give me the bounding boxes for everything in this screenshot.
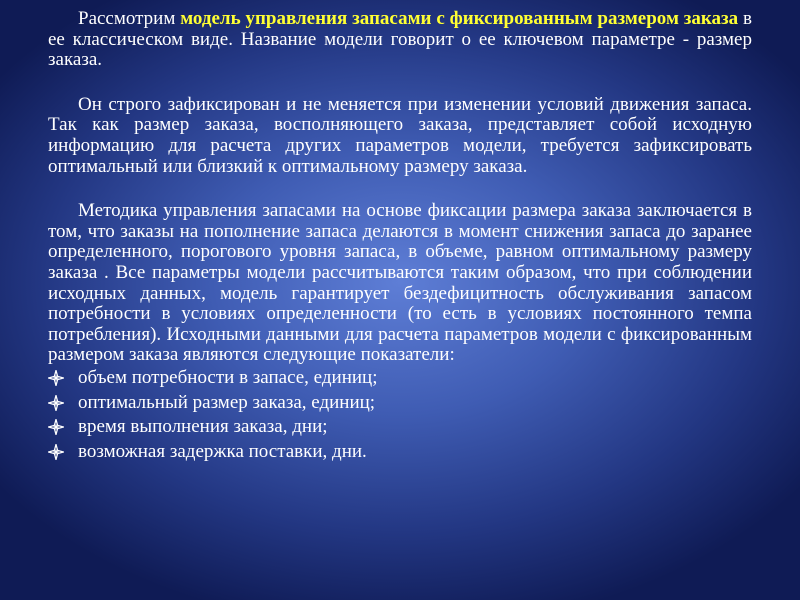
diamond-star-icon — [48, 395, 78, 411]
paragraph-methodology: Методика управления запасами на основе фиксации размера заказа заключается в том, что заказы на пополнение запаса делаются в момент снижения запаса до заранее определенного, порогового уровня запаса, в объеме, равном оптимальному размеру заказа . Все параметры модели рассчитываются таким образом, что при соблюдении исходных данных, модель гарантирует бездефицитность обслуживания запасом потребности в условиях определенности (то есть в условиях постоянного темпа потребления). Исходными данными для расчета параметров модели с фиксированным размером заказа являются следующие показатели: — [48, 200, 752, 366]
list-item — [48, 366, 752, 391]
intro-lead-text: Рассмотрим — [78, 8, 181, 29]
paragraph-fixed-size: Он строго зафиксирован и не меняется при изменении условий движения запаса. Так как размер заказа, восполняющего заказа, представляет собой исходную информацию для расчета других параметров модели, требуется зафиксировать оптимальный или близкий к оптимальному размеру заказа. — [48, 93, 752, 177]
list-item-text: возможная задержка поставки, дни. — [78, 440, 367, 462]
indicator-list — [48, 366, 752, 464]
list-item — [48, 391, 752, 416]
list-item-text: время выполнения заказа, дни; — [78, 416, 328, 438]
list-item — [48, 415, 752, 440]
list-item-text: оптимальный размер заказа, единиц; — [78, 391, 376, 413]
diamond-star-icon — [48, 444, 78, 460]
list-item-text: объем потребности в запасе, единиц; — [78, 366, 378, 388]
model-name-highlight: модель управления запасами с фиксированным размером заказа — [180, 8, 739, 29]
intro-rest-text: в ее классическом виде. Название модели говорит о ее ключевом параметре - размер заказа. — [48, 8, 752, 71]
paragraph-spacer — [48, 71, 752, 95]
paragraph-spacer — [48, 177, 752, 201]
list-item — [48, 440, 752, 465]
paragraph-intro — [48, 9, 752, 71]
slide-content — [48, 9, 752, 464]
diamond-star-icon — [48, 370, 78, 386]
diamond-star-icon — [48, 419, 78, 435]
